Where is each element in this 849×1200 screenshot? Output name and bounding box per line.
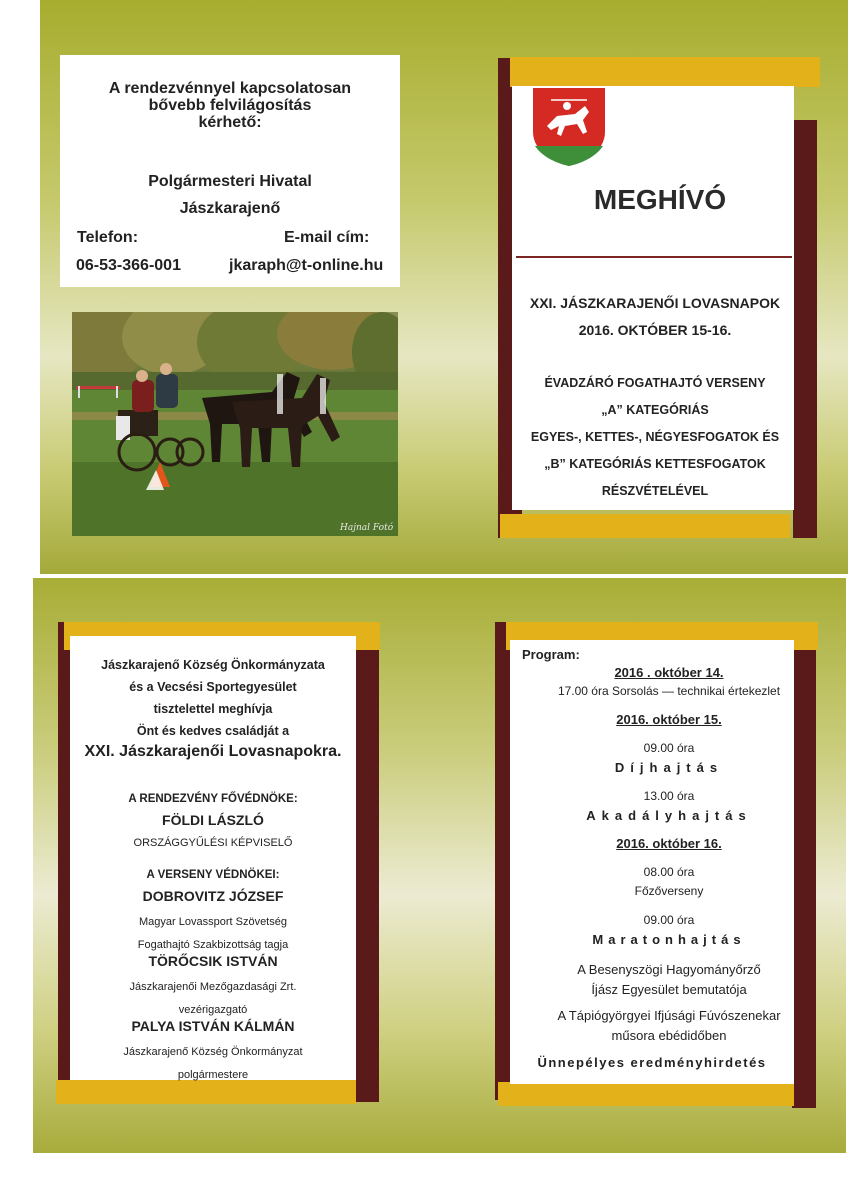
decor-bar-top [510, 57, 820, 87]
day3-event1: Főzőverseny [634, 884, 704, 898]
day2-event2: Akadályhajtás [586, 808, 752, 823]
town-name: Jászkarajenő [179, 200, 281, 217]
patron-heading: A RENDEZVÉNY FŐVÉDNÖKE: [128, 793, 298, 805]
patron3-roles: Jászkarajenő Község Önkormányzat polgármestere [123, 1046, 303, 1081]
carriage-photo [72, 312, 398, 536]
show1-text: A Besenyszögi Hagyományőrző Íjász Egyesület bemutatója [577, 962, 761, 997]
program-label: Program: [522, 647, 580, 662]
event-name: XXI. Jászkarajenői Lovasnapokra. [84, 743, 342, 760]
photo-signature: Hajnal Fotó [340, 523, 394, 533]
day1-item: 17.00 óra Sorsolás — technikai értekezlet [557, 684, 781, 698]
day3-event2: Maratonhajtás [592, 932, 746, 947]
competition-lines: ÉVADZÁRÓ FOGATHAJTÓ VERSENY „A” KATEGÓRIÁS EGYES-, KETTES-, NÉGYESFOGATOK ÉS „B” KATEGÓRIÁS KETTESFOGATOK RÉSZVÉTELÉVEL [530, 376, 780, 498]
phone-label: Telefon: [77, 229, 139, 246]
decor-bar-bottom [500, 514, 790, 538]
patrons-heading: A VERSENY VÉDNÖKEI: [146, 869, 280, 881]
patron1-name: DOBROVITZ JÓZSEF [142, 888, 284, 904]
phone-number: 06-53-366-001 [76, 257, 181, 274]
patron-role: ORSZÁGGYŰLÉSI KÉPVISELŐ [133, 837, 293, 849]
day2-date: 2016. október 15. [616, 712, 722, 727]
info-heading: A rendezvénnyel kapcsolatosan bővebb felvilágosítás kérhető: [108, 80, 352, 131]
carriage-photo-art [72, 312, 398, 536]
patron1-roles: Magyar Lovassport Szövetség Fogathajtó Szakbizottság tagja [137, 916, 289, 951]
patron2-roles: Jászkarajenői Mezőgazdasági Zrt. vezérigazgató [129, 981, 297, 1016]
day3-time2: 09.00 óra [643, 913, 695, 927]
day3-time1: 08.00 óra [643, 865, 695, 879]
office-name: Polgármesteri Hivatal [148, 173, 312, 190]
day1-date: 2016 . október 14. [614, 665, 724, 680]
town-crest-icon [531, 86, 607, 168]
decor-bar-bottom-3 [498, 1082, 794, 1106]
closing-ceremony: Ünnepélyes eredményhirdetés [537, 1055, 767, 1070]
patron2-name: TÖRŐCSIK ISTVÁN [148, 953, 278, 969]
show2-text: A Tápiógyörgyei Ifjúsági Fúvószenekar műsora ebédidőben [557, 1008, 781, 1043]
invitation-title: MEGHÍVÓ [593, 184, 727, 215]
day2-event1: Díjhajtás [614, 760, 724, 775]
event-lines: XXI. JÁSZKARAJENŐI LOVASNAPOK 2016. OKTÓBER 15-16. [529, 295, 781, 338]
email-address: jkaraph@t-online.hu [229, 257, 384, 274]
day2-time2: 13.00 óra [643, 789, 695, 803]
patron-name: FÖLDI LÁSZLÓ [162, 812, 264, 828]
email-label: E-mail cím: [284, 229, 370, 246]
day3-date: 2016. október 16. [616, 836, 722, 851]
decor-bar-right-2 [355, 650, 379, 1102]
day2-time1: 09.00 óra [643, 741, 695, 755]
patron3-name: PALYA ISTVÁN KÁLMÁN [131, 1018, 295, 1034]
title-divider [516, 256, 792, 258]
invite-lines: Jászkarajenő Község Önkormányzata és a Vecsési Sportegyesület tisztelettel meghívja Önt és kedves családját a [101, 658, 325, 738]
